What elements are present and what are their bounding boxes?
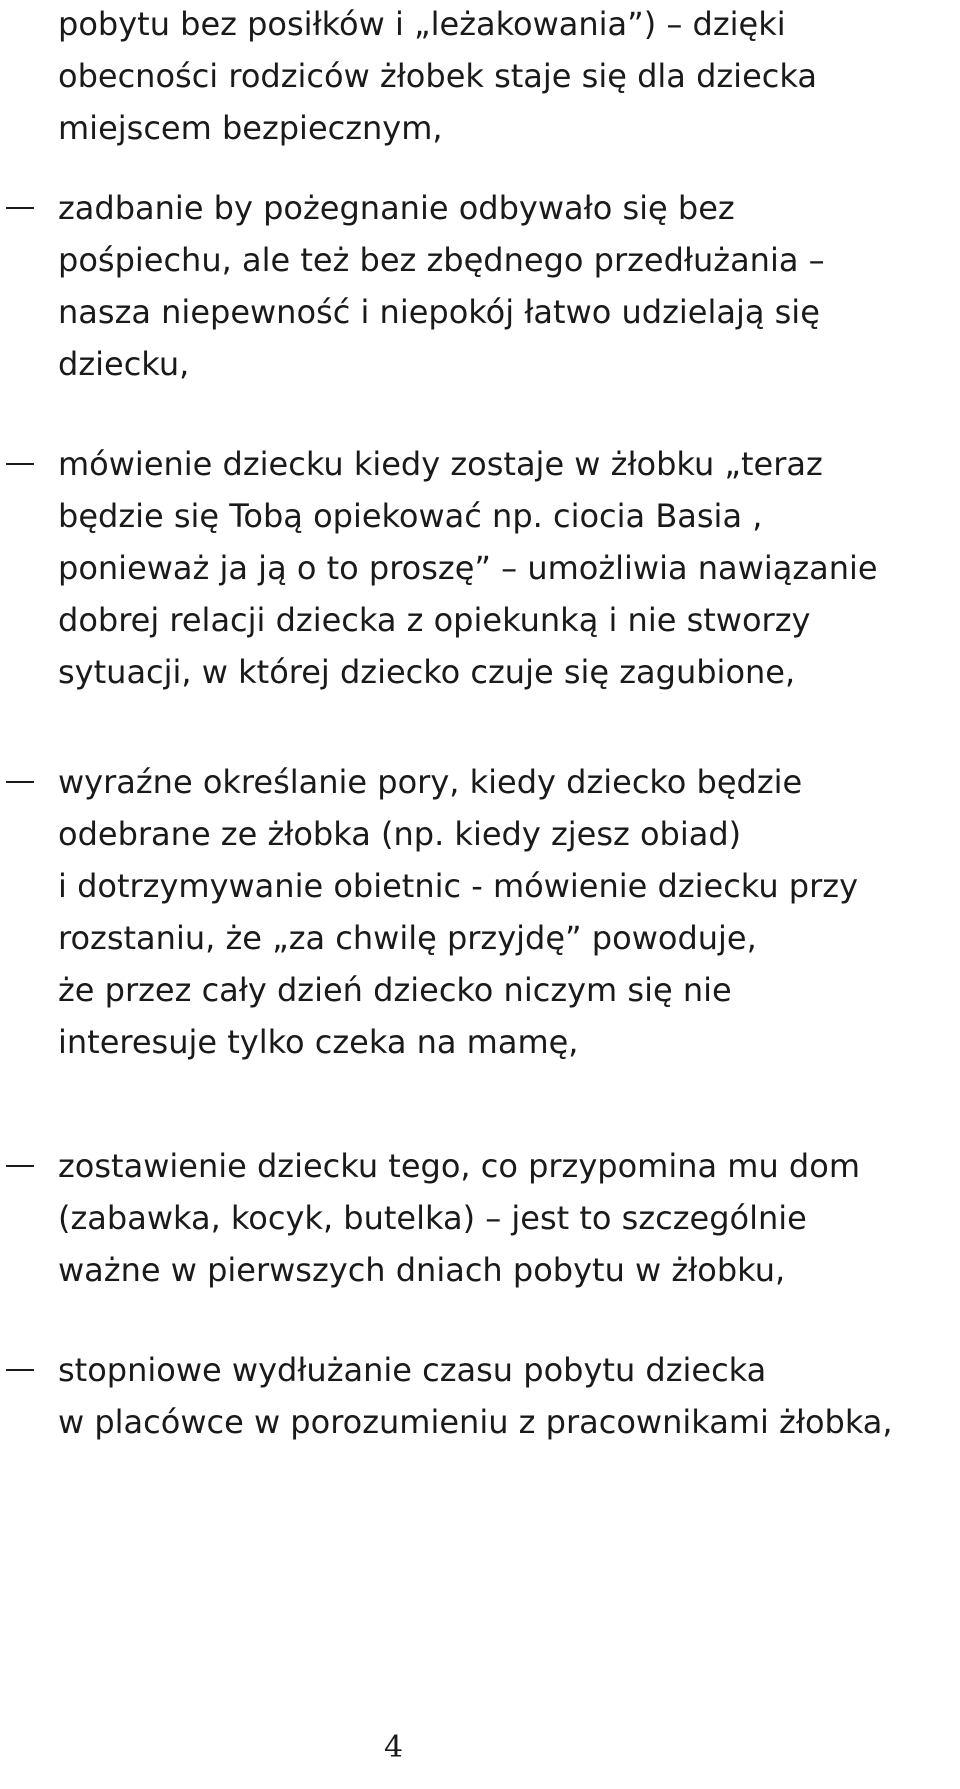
text-line: będzie się Tobą opiekować np. ciocia Basia , bbox=[58, 497, 763, 535]
dash-bullet-icon bbox=[6, 1165, 34, 1167]
text-line: sytuacji, w której dziecko czuje się zagubione, bbox=[58, 653, 796, 691]
text-line: dobrej relacji dziecka z opiekunką i nie stworzy bbox=[58, 601, 811, 639]
dash-bullet-icon bbox=[6, 1369, 34, 1371]
text-line: nasza niepewność i niepokój łatwo udzielają się bbox=[58, 293, 820, 331]
text-line: obecności rodziców żłobek staje się dla dziecka bbox=[58, 57, 817, 95]
text-line: ważne w pierwszych dniach pobytu w żłobku, bbox=[58, 1251, 786, 1289]
text-line: dziecku, bbox=[58, 345, 190, 383]
text-line: i dotrzymywanie obietnic - mówienie dziecku przy bbox=[58, 867, 858, 905]
text-line: zostawienie dziecku tego, co przypomina mu dom bbox=[58, 1147, 860, 1185]
dash-bullet-icon bbox=[6, 463, 34, 465]
page-number: 4 bbox=[384, 1730, 404, 1765]
dash-bullet-icon bbox=[6, 207, 34, 209]
text-line: (zabawka, kocyk, butelka) – jest to szczególnie bbox=[58, 1199, 807, 1237]
text-line: pobytu bez posiłków i „leżakowania”) – dzięki bbox=[58, 5, 786, 43]
text-line: mówienie dziecku kiedy zostaje w żłobku „teraz bbox=[58, 445, 823, 483]
text-line: miejscem bezpiecznym, bbox=[58, 109, 443, 147]
text-line: interesuje tylko czeka na mamę, bbox=[58, 1023, 579, 1061]
text-line: stopniowe wydłużanie czasu pobytu dziecka bbox=[58, 1351, 767, 1389]
text-line: odebrane ze żłobka (np. kiedy zjesz obiad) bbox=[58, 815, 742, 853]
text-line: w placówce w porozumieniu z pracownikami żłobka, bbox=[58, 1403, 893, 1441]
text-line: pośpiechu, ale też bez zbędnego przedłużania – bbox=[58, 241, 825, 279]
text-line: zadbanie by pożegnanie odbywało się bez bbox=[58, 189, 735, 227]
text-line: rozstaniu, że „za chwilę przyjdę” powoduje, bbox=[58, 919, 757, 957]
text-line: że przez cały dzień dziecko niczym się nie bbox=[58, 971, 732, 1009]
text-line: wyraźne określanie pory, kiedy dziecko będzie bbox=[58, 763, 803, 801]
text-line: ponieważ ja ją o to proszę” – umożliwia nawiązanie bbox=[58, 549, 878, 587]
dash-bullet-icon bbox=[6, 781, 34, 783]
